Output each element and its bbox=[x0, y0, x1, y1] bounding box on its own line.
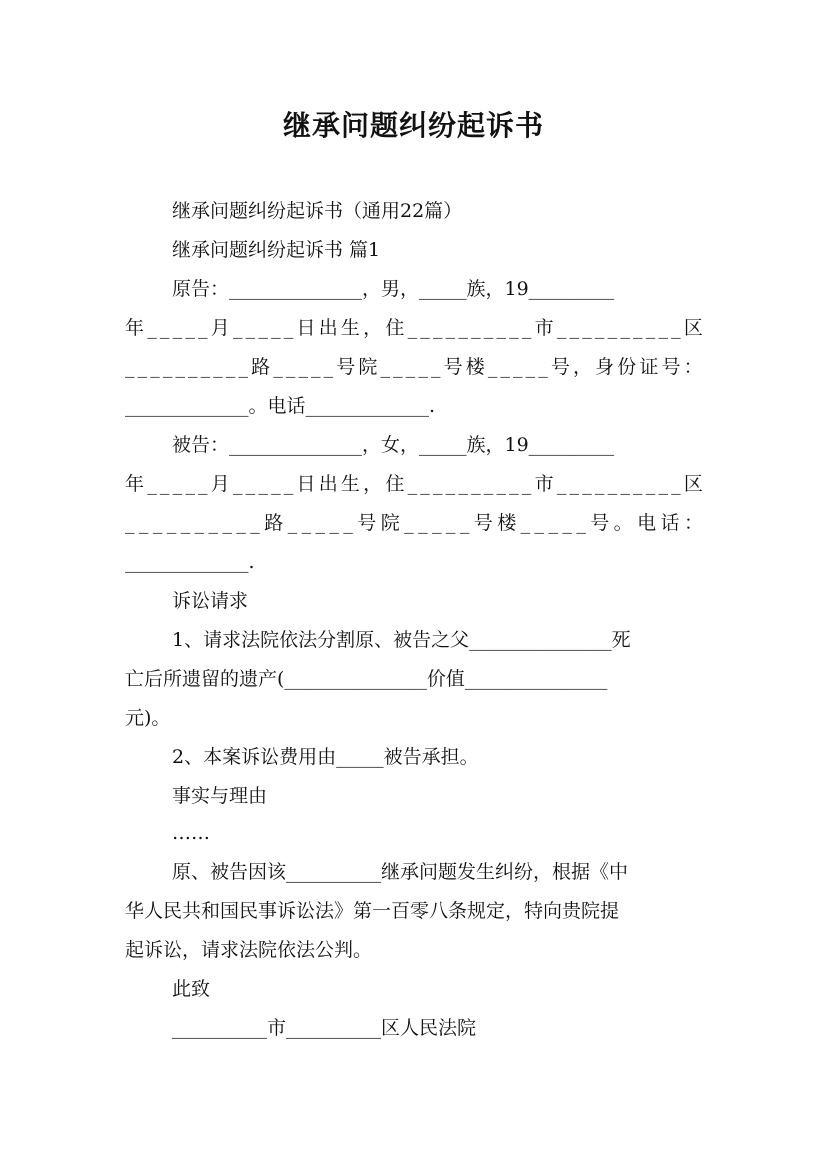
facts-heading: 事实与理由 bbox=[172, 785, 268, 807]
facts-line-3: 起诉讼，请求法院依法公判。 bbox=[125, 939, 373, 961]
facts-line-1: 原、被告因该__________继承问题发生纠纷，根据《中 bbox=[172, 861, 629, 883]
salutation: 此致 bbox=[172, 978, 211, 1000]
plaintiff-line-2: 年 _ _ _ _ _ 月 _ _ _ _ _ 日 出 生 ， 住 _ _ _ _ _ _ _ _ _ _ 市 _ _ _ _ _ _ _ _ _ _ 区 bbox=[125, 317, 703, 339]
plaintiff-line-1: 原告：______________，男，_____族，19_________ bbox=[172, 278, 615, 300]
claims-heading: 诉讼请求 bbox=[172, 590, 249, 612]
ellipsis: …… bbox=[172, 822, 210, 844]
plaintiff-line-4: _____________。电话_____________. bbox=[125, 395, 436, 417]
claim-1-line-2: 亡后所遗留的遗产(_______________价值_______________ bbox=[125, 668, 608, 690]
document-title: 继承问题纠纷起诉书 bbox=[282, 109, 544, 142]
court-addressee: __________市__________区人民法院 bbox=[172, 1017, 477, 1039]
defendant-line-1: 被告：______________，女，_____族，19_________ bbox=[172, 434, 615, 456]
defendant-line-2: 年 _ _ _ _ _ 月 _ _ _ _ _ 日 出 生 ， 住 _ _ _ _ _ _ _ _ _ _ 市 _ _ _ _ _ _ _ _ _ _ 区 bbox=[125, 473, 703, 495]
defendant-line-3: _ _ _ _ _ _ _ _ _ _ 路 _ _ _ _ _ 号 院 _ _ _ _ _ 号 楼 _ _ _ _ _ 号 。 电 话 ： bbox=[125, 512, 703, 534]
facts-line-2: 华人民共和国民事诉讼法》第一百零八条规定，特向贵院提 bbox=[125, 900, 620, 922]
defendant-line-4: _____________. bbox=[125, 551, 255, 573]
subtitle: 继承问题纠纷起诉书（通用22篇） bbox=[172, 200, 463, 222]
claim-1-line-1: 1、请求法院依法分割原、被告之父_______________死 bbox=[172, 629, 631, 651]
plaintiff-line-3: _ _ _ _ _ _ _ _ _ _ 路 _ _ _ _ _ 号 院 _ _ _ _ _ 号 楼 _ _ _ _ _ 号 ， 身 份 证 号 ： bbox=[125, 356, 703, 378]
claim-2: 2、本案诉讼费用由_____被告承担。 bbox=[172, 746, 479, 768]
section-heading: 继承问题纠纷起诉书 篇1 bbox=[172, 239, 381, 261]
claim-1-line-3: 元)。 bbox=[125, 707, 171, 729]
